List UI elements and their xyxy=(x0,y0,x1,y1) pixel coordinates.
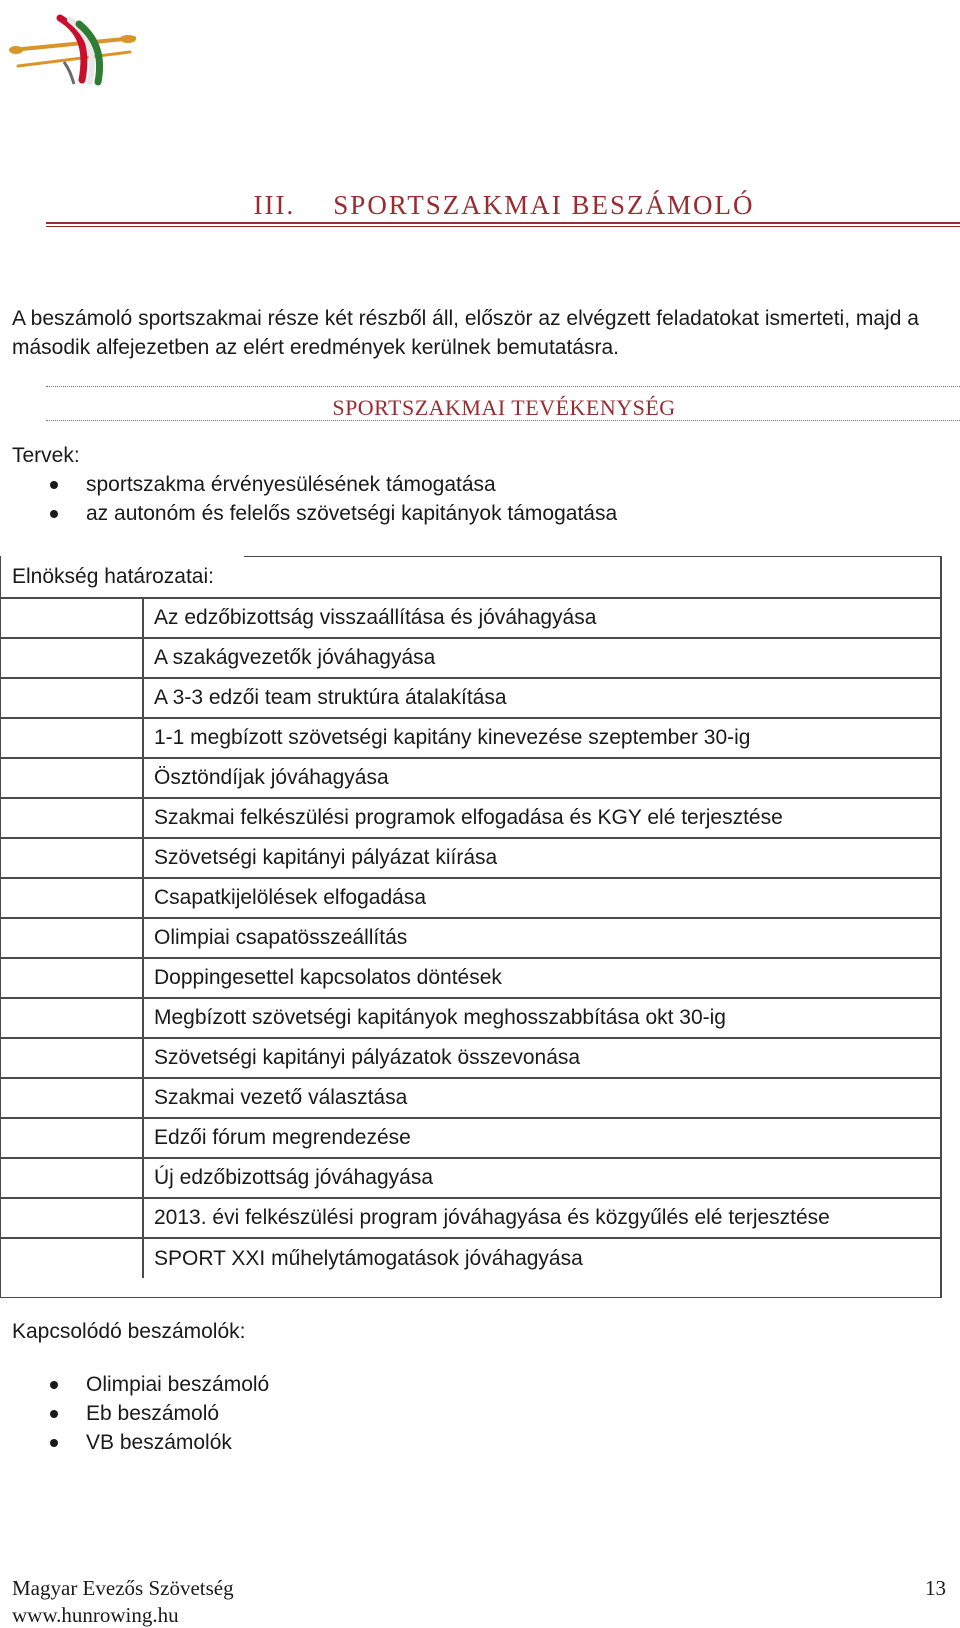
table-cell-empty xyxy=(0,958,143,998)
table-row xyxy=(0,798,942,838)
table-row xyxy=(0,1038,942,1078)
table-cell-empty xyxy=(0,998,143,1038)
intro-paragraph: A beszámoló sportszakmai része két részből áll, először az elvégzett feladatokat ismerteti, majd a második alfejezetben az elért eredmények kerülnek bemutatásra. xyxy=(12,307,919,359)
related-label: Kapcsolódó beszámolók: xyxy=(12,1320,246,1343)
table-cell-decision: Csapatkijelölések elfogadása xyxy=(143,878,942,918)
decisions-label: Elnökség határozatai: xyxy=(12,565,214,588)
table-cell-decision: Új edzőbizottság jóváhagyása xyxy=(143,1158,942,1198)
chapter-number: III. xyxy=(253,190,296,220)
bullet-icon xyxy=(50,1381,58,1389)
list-item: VB beszámolók xyxy=(0,1428,269,1457)
decisions-table-top-rule xyxy=(244,556,942,557)
table-cell-empty xyxy=(0,1198,143,1238)
table-row xyxy=(0,1158,942,1198)
plans-list xyxy=(0,470,617,528)
page-number: 13 xyxy=(925,1576,946,1600)
table-cell-empty xyxy=(0,838,143,878)
table-cell-decision: Szövetségi kapitányi pályázatok összevonása xyxy=(143,1038,942,1078)
table-cell-decision: Szakmai vezető választása xyxy=(143,1078,942,1118)
bullet-icon xyxy=(50,510,58,518)
table-cell-empty xyxy=(0,1238,143,1278)
table-row xyxy=(0,998,942,1038)
table-cell-empty xyxy=(0,758,143,798)
table-row xyxy=(0,598,942,638)
table-row xyxy=(0,1238,942,1278)
table-cell-empty xyxy=(0,1078,143,1118)
table-cell-decision: A szakágvezetők jóváhagyása xyxy=(143,638,942,678)
table-row xyxy=(0,678,942,718)
table-cell-empty xyxy=(0,678,143,718)
section-heading: SPORTSZAKMAI TEVÉKENYSÉG xyxy=(332,395,676,420)
table-row xyxy=(0,638,942,678)
table-cell-decision: Doppingesettel kapcsolatos döntések xyxy=(143,958,942,998)
table-cell-decision: Megbízott szövetségi kapitányok meghosszabbítása okt 30-ig xyxy=(143,998,942,1038)
table-row xyxy=(0,758,942,798)
footer-website[interactable]: www.hunrowing.hu xyxy=(12,1603,179,1627)
chapter-heading xyxy=(46,190,960,221)
table-cell-empty xyxy=(0,1158,143,1198)
table-cell-empty xyxy=(0,598,143,638)
table-cell-decision: A 3-3 edzői team struktúra átalakítása xyxy=(143,678,942,718)
footer-organization: Magyar Evezős Szövetség xyxy=(12,1576,234,1600)
list-item: Eb beszámoló xyxy=(0,1399,269,1428)
table-cell-empty xyxy=(0,1118,143,1158)
table-cell-decision: Szakmai felkészülési programok elfogadása és KGY elé terjesztése xyxy=(143,798,942,838)
table-cell-decision: Az edzőbizottság visszaállítása és jóváhagyása xyxy=(143,598,942,638)
table-cell-empty xyxy=(0,718,143,758)
rowing-logo-icon xyxy=(8,8,138,88)
table-row xyxy=(0,1198,942,1238)
table-cell-empty xyxy=(0,918,143,958)
table-row xyxy=(0,958,942,998)
table-row xyxy=(0,1118,942,1158)
section-rule-bottom xyxy=(46,420,960,421)
section-rule-top xyxy=(46,386,960,387)
table-cell-decision: Ösztöndíjak jóváhagyása xyxy=(143,758,942,798)
table-row xyxy=(0,718,942,758)
bullet-icon xyxy=(50,1410,58,1418)
decisions-table xyxy=(0,597,942,1278)
table-row xyxy=(0,878,942,918)
bullet-icon xyxy=(50,1439,58,1447)
list-item: az autonóm és felelős szövetségi kapitányok támogatása xyxy=(0,499,617,528)
related-list xyxy=(0,1370,269,1457)
table-cell-decision: SPORT XXI műhelytámogatások jóváhagyása xyxy=(143,1238,942,1278)
plans-label: Tervek: xyxy=(12,444,80,467)
table-row xyxy=(0,918,942,958)
table-cell-decision: Edzői fórum megrendezése xyxy=(143,1118,942,1158)
table-row xyxy=(0,838,942,878)
chapter-title: SPORTSZAKMAI BESZÁMOLÓ xyxy=(333,190,755,220)
table-cell-empty xyxy=(0,1038,143,1078)
table-cell-decision: Olimpiai csapatösszeállítás xyxy=(143,918,942,958)
list-item: sportszakma érvényesülésének támogatása xyxy=(0,470,617,499)
table-cell-decision: 2013. évi felkészülési program jóváhagyása és közgyűlés elé terjesztése xyxy=(143,1198,942,1238)
table-row xyxy=(0,1078,942,1118)
table-cell-empty xyxy=(0,638,143,678)
bullet-icon xyxy=(50,481,58,489)
table-cell-empty xyxy=(0,878,143,918)
table-cell-empty xyxy=(0,798,143,838)
chapter-rule-thin xyxy=(46,226,960,227)
table-cell-decision: Szövetségi kapitányi pályázat kiírása xyxy=(143,838,942,878)
table-cell-decision: 1-1 megbízott szövetségi kapitány kinevezése szeptember 30-ig xyxy=(143,718,942,758)
list-item: Olimpiai beszámoló xyxy=(0,1370,269,1399)
chapter-rule xyxy=(46,222,960,224)
